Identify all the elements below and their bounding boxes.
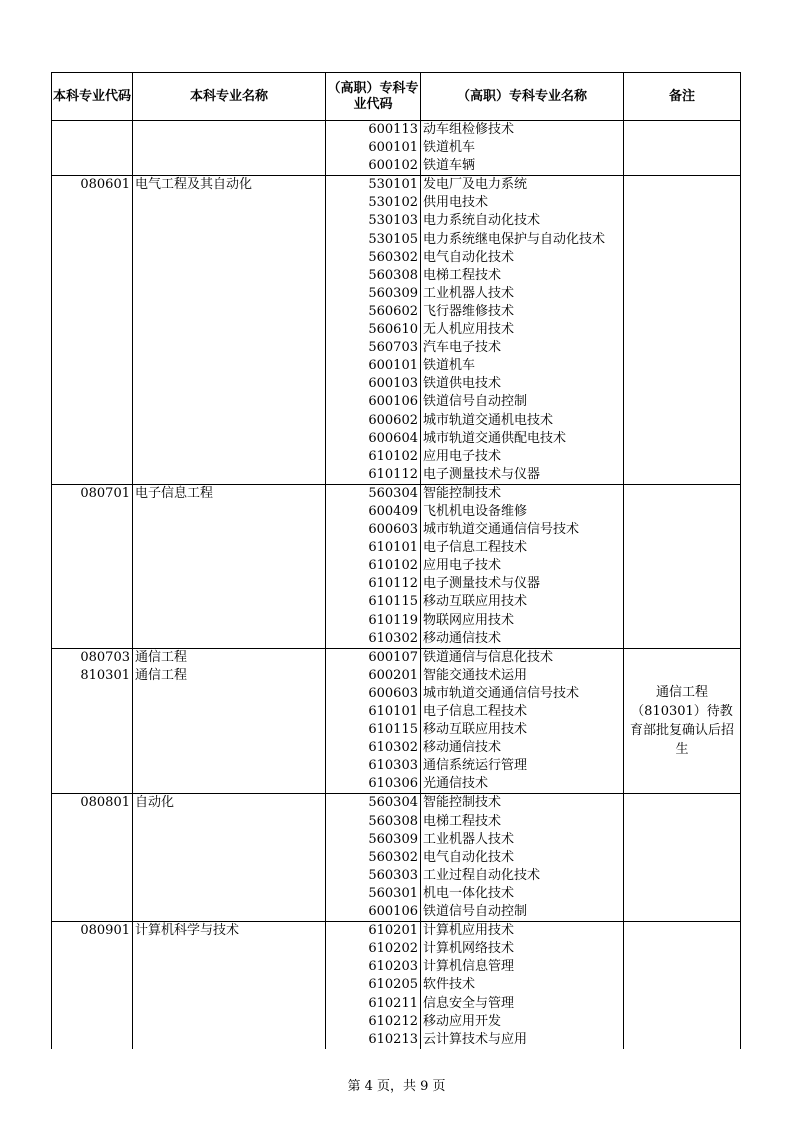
undergrad-code-cell: [52, 648, 133, 794]
vocational-name: 铁道车辆: [423, 158, 476, 174]
table-row: [52, 121, 741, 176]
undergrad-name-cell: [133, 121, 326, 176]
table-row: [52, 648, 741, 794]
vocational-code: 610306: [368, 776, 418, 792]
vocational-code: 600602: [368, 412, 418, 428]
major-mapping-table: [51, 72, 741, 1049]
vocational-code: 530101: [368, 177, 418, 193]
header-undergrad-code: 本科专业代码: [52, 73, 133, 121]
vocational-name: 智能交通技术运用: [423, 667, 528, 683]
header-vocational-code: （高职）专科专业代码: [326, 73, 421, 121]
vocational-name: 城市轨道交通机电技术: [423, 412, 554, 428]
vocational-name: 城市轨道交通供配电技术: [423, 430, 567, 446]
vocational-code: 610112: [368, 576, 418, 592]
remark-cell: [624, 648, 741, 794]
vocational-name: 智能控制技术: [423, 795, 502, 811]
vocational-code: 560304: [368, 795, 418, 811]
vocational-name: 物联网应用技术: [423, 612, 515, 628]
remark-cell: [624, 121, 741, 176]
vocational-name: 软件技术: [423, 977, 476, 993]
page-footer: 第 4 页，共 9 页: [347, 1079, 446, 1094]
vocational-name: 电子信息工程技术: [423, 540, 528, 556]
undergrad-name: 自动化: [135, 795, 175, 811]
vocational-name: 城市轨道交通通信信号技术: [423, 522, 580, 538]
vocational-name: 电力系统继电保护与自动化技术: [423, 231, 606, 247]
vocational-name: 应用电子技术: [423, 448, 502, 464]
vocational-code: 600101: [368, 358, 418, 374]
vocational-name: 发电厂及电力系统: [423, 177, 528, 193]
vocational-code-cell: [326, 176, 421, 485]
vocational-code: 610303: [368, 758, 418, 774]
vocational-code-cell: [326, 794, 421, 922]
undergrad-code: 080703: [80, 649, 130, 665]
vocational-name: 汽车电子技术: [423, 340, 502, 356]
vocational-name: 移动通信技术: [423, 630, 502, 646]
vocational-name: 应用电子技术: [423, 558, 502, 574]
vocational-name-cell: [421, 794, 624, 922]
undergrad-code-cell: [52, 922, 133, 1049]
vocational-code-cell: [326, 484, 421, 648]
undergrad-name: 计算机科学与技术: [135, 923, 240, 939]
table-body: [52, 121, 741, 1049]
vocational-code-cell: [326, 922, 421, 1049]
vocational-code: 530102: [368, 195, 418, 211]
table-row: [52, 794, 741, 922]
vocational-code: 560602: [368, 303, 418, 319]
vocational-name: 工业机器人技术: [423, 285, 515, 301]
vocational-code: 610115: [368, 722, 418, 738]
vocational-code: 600106: [368, 394, 418, 410]
vocational-name: 电子测量技术与仪器: [423, 576, 541, 592]
undergrad-code-cell: [52, 121, 133, 176]
remark-cell: [624, 176, 741, 485]
vocational-name: 光通信技术: [423, 776, 489, 792]
vocational-code: 600604: [368, 430, 418, 446]
undergrad-name-cell: [133, 176, 326, 485]
vocational-code: 610202: [368, 941, 418, 957]
vocational-code: 600101: [368, 140, 418, 156]
vocational-name: 供用电技术: [423, 195, 489, 211]
vocational-code-cell: [326, 121, 421, 176]
vocational-code: 610119: [368, 612, 418, 628]
vocational-name: 工业机器人技术: [423, 831, 515, 847]
vocational-code: 610102: [368, 558, 418, 574]
header-undergrad-name: 本科专业名称: [133, 73, 326, 121]
vocational-name: 飞机机电设备维修: [423, 503, 528, 519]
vocational-name: 铁道机车: [423, 140, 476, 156]
vocational-code: 530103: [368, 213, 418, 229]
vocational-code: 600106: [368, 904, 418, 920]
vocational-code: 610213: [368, 1031, 418, 1047]
undergrad-code-cell: [52, 794, 133, 922]
vocational-code: 560703: [368, 340, 418, 356]
vocational-name: 移动互联应用技术: [423, 594, 528, 610]
vocational-name: 电梯工程技术: [423, 813, 502, 829]
vocational-code: 610102: [368, 448, 418, 464]
vocational-name: 无人机应用技术: [423, 322, 515, 338]
vocational-name: 动车组检修技术: [423, 122, 515, 137]
vocational-name: 智能控制技术: [423, 485, 502, 501]
vocational-code: 610211: [368, 995, 418, 1011]
vocational-code: 610112: [368, 466, 418, 482]
header-remark: 备注: [624, 73, 741, 121]
vocational-name: 城市轨道交通通信信号技术: [423, 685, 580, 701]
table-row: [52, 176, 741, 485]
vocational-code: 610115: [368, 594, 418, 610]
vocational-name: 移动通信技术: [423, 740, 502, 756]
vocational-code: 560302: [368, 249, 418, 265]
major-mapping-sheet: [51, 72, 740, 1049]
undergrad-name: 通信工程: [135, 649, 188, 665]
remark-cell: [624, 484, 741, 648]
vocational-name: 铁道信号自动控制: [423, 904, 528, 920]
vocational-name-cell: [421, 648, 624, 794]
undergrad-code-cell: [52, 484, 133, 648]
vocational-name: 工业过程自动化技术: [423, 867, 541, 883]
vocational-code: 610203: [368, 959, 418, 975]
table-header-row: [52, 73, 741, 121]
vocational-code: 610302: [368, 740, 418, 756]
remark-cell: [624, 922, 741, 1049]
vocational-code: 530105: [368, 231, 418, 247]
remark-text: 通信工程（810301）待教育部批复确认后招生: [629, 685, 734, 758]
undergrad-code: 810301: [80, 667, 130, 683]
undergrad-code-cell: [52, 176, 133, 485]
vocational-code: 560308: [368, 267, 418, 283]
vocational-code: 610212: [368, 1013, 418, 1029]
vocational-name: 云计算技术与应用: [423, 1031, 528, 1047]
vocational-code: 560309: [368, 831, 418, 847]
vocational-name: 电子测量技术与仪器: [423, 466, 541, 482]
undergrad-name: 电子信息工程: [135, 485, 214, 501]
vocational-code: 610101: [368, 540, 418, 556]
undergrad-code: 080701: [80, 485, 130, 501]
vocational-name: 铁道供电技术: [423, 376, 502, 392]
vocational-name-cell: [421, 484, 624, 648]
vocational-name: 计算机应用技术: [423, 923, 515, 939]
vocational-code: 610201: [368, 923, 418, 939]
vocational-name: 计算机网络技术: [423, 941, 515, 957]
vocational-name: 铁道信号自动控制: [423, 394, 528, 410]
undergrad-name-cell: [133, 794, 326, 922]
vocational-name-cell: [421, 922, 624, 1049]
vocational-name: 铁道机车: [423, 358, 476, 374]
undergrad-name: 通信工程: [135, 667, 188, 683]
vocational-name: 飞行器维修技术: [423, 303, 515, 319]
vocational-code: 560610: [368, 322, 418, 338]
remark-cell: [624, 794, 741, 922]
undergrad-name-cell: [133, 922, 326, 1049]
table-row: [52, 484, 741, 648]
vocational-name-cell: [421, 121, 624, 176]
undergrad-code: 080801: [80, 795, 130, 811]
vocational-name: 通信系统运行管理: [423, 758, 528, 774]
vocational-name: 计算机信息管理: [423, 959, 515, 975]
vocational-code: 600201: [368, 667, 418, 683]
vocational-code: 610101: [368, 704, 418, 719]
vocational-code: 600103: [368, 376, 418, 392]
vocational-code-cell: [326, 648, 421, 794]
vocational-code: 610205: [368, 977, 418, 993]
vocational-name: 电气自动化技术: [423, 249, 515, 265]
vocational-name: 电梯工程技术: [423, 267, 502, 283]
vocational-name: 机电一体化技术: [423, 885, 515, 901]
vocational-code: 560309: [368, 285, 418, 301]
vocational-name: 电子信息工程技术: [423, 704, 528, 719]
vocational-code: 600603: [368, 685, 418, 701]
vocational-code: 600107: [368, 649, 418, 665]
vocational-name: 电气自动化技术: [423, 849, 515, 865]
vocational-name: 移动应用开发: [423, 1013, 502, 1029]
table-row: [52, 922, 741, 1049]
undergrad-code: 080901: [80, 923, 130, 939]
undergrad-code: 080601: [80, 177, 130, 193]
undergrad-name-cell: [133, 648, 326, 794]
vocational-code: 560304: [368, 485, 418, 501]
header-vocational-name: （高职）专科专业名称: [421, 73, 624, 121]
undergrad-name-cell: [133, 484, 326, 648]
vocational-name: 铁道通信与信息化技术: [423, 649, 554, 665]
vocational-code: 600603: [368, 522, 418, 538]
vocational-code: 600102: [368, 158, 418, 174]
vocational-name-cell: [421, 176, 624, 485]
vocational-code: 560303: [368, 867, 418, 883]
vocational-code: 610302: [368, 630, 418, 646]
undergrad-name: 电气工程及其自动化: [135, 177, 253, 193]
vocational-code: 560301: [368, 885, 418, 901]
vocational-name: 信息安全与管理: [423, 995, 515, 1011]
vocational-code: 560302: [368, 849, 418, 865]
vocational-name: 移动互联应用技术: [423, 722, 528, 738]
vocational-code: 600409: [368, 503, 418, 519]
vocational-name: 电力系统自动化技术: [423, 213, 541, 229]
vocational-code: 600113: [368, 122, 418, 137]
vocational-code: 560308: [368, 813, 418, 829]
